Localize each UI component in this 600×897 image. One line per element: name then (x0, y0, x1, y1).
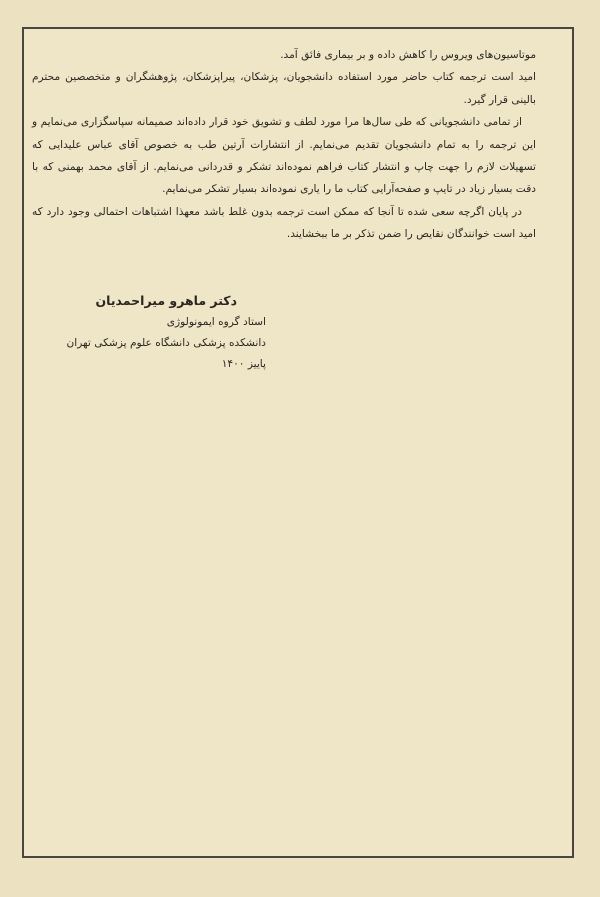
signature-block (66, 290, 266, 375)
author-name: دکتر ماهرو میراحمدیان (95, 293, 237, 308)
paragraph-acknowledgements (32, 111, 536, 201)
paragraph-line: امید است ترجمه کتاب حاضر مورد استفاده دانشجویان، پزشکان، پیراپزشکان، پژوهشگران و متخصصین محترم بالینی قرار گیرد. (32, 71, 536, 106)
paragraph-closing (32, 201, 536, 246)
body-text (32, 44, 536, 246)
paragraph-opening (32, 44, 536, 111)
paragraph-line: از تمامی دانشجویانی که طی سال‌ها مرا مورد لطف و تشویق خود قرار داده‌اند صمیمانه سپاسگزاری می‌نمایم و این ترجمه را به تمام دانشجویان تقدیم می‌نمایم. از انتشارات آرتین طب به خصوص آقای عباس علیدایی که تسهیلات لازم را جهت چاپ و انتشار کتاب فراهم نموده‌اند تشکر و قدردانی می‌نمایم. از آقای محمد بهمنی که با دقت بسیار زیاد در تایپ و صفحه‌آرایی کتاب ما را یاری نموده‌اند بسیار تشکر می‌نمایم. (32, 116, 536, 196)
paragraph-line: در پایان اگرچه سعی شده تا آنجا که ممکن است ترجمه بدون غلط باشد معهذا اشتباهات احتمالی وجود دارد که امید است خوانندگان نقایص را ضمن تذکر بر ما ببخشایند. (32, 205, 536, 241)
author-title: استاد گروه ایمونولوژی (166, 316, 266, 328)
paragraph-line: موتاسیون‌های ویروس را کاهش داده و بر بیماری فائق آمد. (280, 49, 536, 61)
author-affiliation: دانشکده پزشکی دانشگاه علوم پزشکی تهران (66, 337, 266, 349)
signature-date: پاییز ۱۴۰۰ (221, 358, 266, 370)
